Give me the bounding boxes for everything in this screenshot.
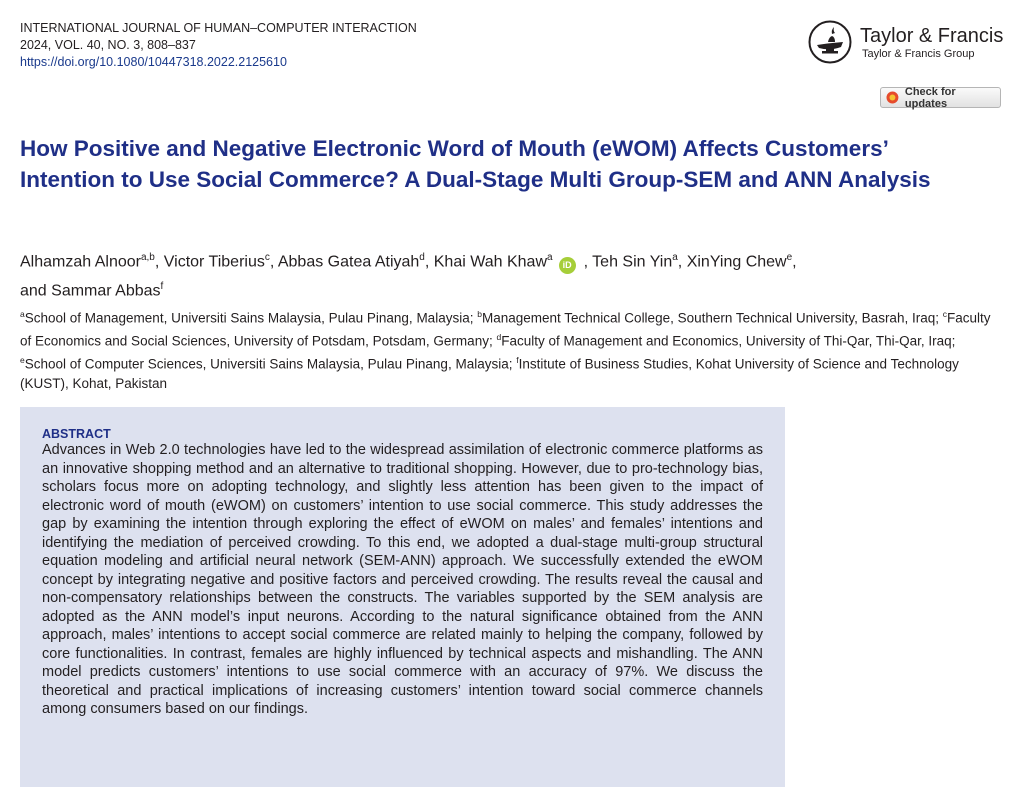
publisher-name: Taylor & Francis bbox=[860, 25, 1004, 47]
affiliation-text: School of Computer Sciences, Universiti Sains Malaysia, Pulau Pinang, Malaysia; bbox=[24, 356, 513, 372]
author-list: Alhamzah Alnoor$^{a,b}$, Victor Tiberius$^c$, Abbas Gatea Atiyah$^d$, Khai Wah Khaw$^a$iD , Teh Sin Yin$^a$, XinYing Chew$^e$, and Sammar Abbas$^f$ bbox=[20, 252, 797, 300]
check-for-updates-button[interactable] bbox=[880, 87, 1001, 108]
author-name: Khai Wah Khaw bbox=[433, 253, 547, 271]
affiliation-text: Faculty of Management and Economics, University of Thi-Qar, Thi-Qar, Iraq; bbox=[501, 333, 956, 349]
lamp-logo-icon bbox=[808, 20, 852, 64]
affil-marker: e bbox=[20, 355, 25, 365]
affil-marker: f bbox=[516, 355, 519, 365]
author-affil-marker: a bbox=[672, 252, 678, 263]
doi-link[interactable]: https://doi.org/10.1080/10447318.2022.2125610 bbox=[20, 55, 287, 69]
author-name: Sammar Abbas bbox=[51, 282, 161, 300]
journal-header bbox=[20, 20, 417, 71]
authors-conjunction: and bbox=[20, 282, 47, 300]
affil-marker: b bbox=[477, 309, 482, 319]
affil-marker: c bbox=[942, 309, 947, 319]
affiliation-text: Management Technical College, Southern Technical University, Basrah, Iraq; bbox=[481, 310, 939, 326]
journal-volume: 2024, VOL. 40, NO. 3, 808–837 bbox=[20, 38, 196, 52]
paper-title: How Positive and Negative Electronic Word of Mouth (eWOM) Affects Customers’ Intention to Use Social Commerce? A Dual-Stage Multi Group-SEM and ANN Analysis bbox=[20, 136, 931, 192]
author-name: XinYing Chew bbox=[686, 253, 787, 271]
abstract-box bbox=[20, 407, 785, 787]
author-name: Abbas Gatea Atiyah bbox=[277, 253, 420, 271]
check-updates-icon bbox=[886, 91, 899, 104]
orcid-icon[interactable]: iD bbox=[559, 257, 576, 274]
publisher-group: Taylor & Francis Group bbox=[862, 48, 975, 60]
abstract-text: Advances in Web 2.0 technologies have led to the widespread assimilation of electronic commerce platforms as an innovative shopping method and an alternative to traditional shopping. However, due to pro-technology bias, scholars focus more on adopting technology, and slightly less attention has been given to the impact of electronic word of mouth (eWOM) on customers’ intention to use social commerce. This study addresses the gap by examining the intention through exploring the effect of eWOM on males’ and females’ intentions and identifying the mediation of perceived crowding. To this end, we adopted a dual-stage multi-group structural equation modeling and artificial neural network (SEM-ANN) approach. We successfully extended the eWOM concept by integrating negative and positive factors and perceived crowding. The results reveal the causal and non-compensatory relationships between the constructs. The variables supported by the SEM analysis are adopted as the ANN model’s input neurons. According to the natural significance obtained from the ANN approach, males’ intentions to accept social commerce are related mainly to helping the company, followed by core functionalities. In contrast, females are highly influenced by technical aspects and mishandling. The ANN model predicts customers’ intentions to use social commerce with an accuracy of 97%. We discuss the theoretical and practical implications of increasing customers’ intention toward social commerce channels among consumers based on our findings. bbox=[42, 442, 763, 717]
author-name: Victor Tiberius bbox=[163, 253, 265, 271]
author-affil-marker: d bbox=[419, 252, 425, 263]
author-affil-marker: a,b bbox=[140, 252, 155, 263]
publisher-logo bbox=[808, 20, 1008, 64]
affiliation-text: Faculty of Economics and Social Sciences, University of Potsdam, Potsdam, Germany; bbox=[20, 310, 991, 349]
author-affil-marker: e bbox=[786, 252, 793, 263]
affiliation-text: School of Management, Universiti Sains Malaysia, Pulau Pinang, Malaysia; bbox=[24, 310, 474, 326]
abstract-heading: ABSTRACT bbox=[42, 427, 111, 441]
author-name: Teh Sin Yin bbox=[592, 253, 673, 271]
author-name: Alhamzah Alnoor bbox=[20, 253, 141, 271]
affil-marker: d bbox=[496, 332, 502, 342]
journal-name: INTERNATIONAL JOURNAL OF HUMAN–COMPUTER INTERACTION bbox=[20, 21, 417, 35]
author-affil-marker: f bbox=[160, 281, 164, 293]
author-affil-marker: a bbox=[547, 252, 553, 263]
check-for-updates-label: Check for updates bbox=[904, 85, 956, 110]
affil-marker: a bbox=[20, 309, 25, 319]
author-affil-marker: c bbox=[264, 252, 270, 263]
affiliation-text: Institute of Business Studies, Kohat University of Science and Technology (KUST), Kohat, Pakistan bbox=[20, 356, 959, 391]
affiliations bbox=[20, 305, 1005, 394]
